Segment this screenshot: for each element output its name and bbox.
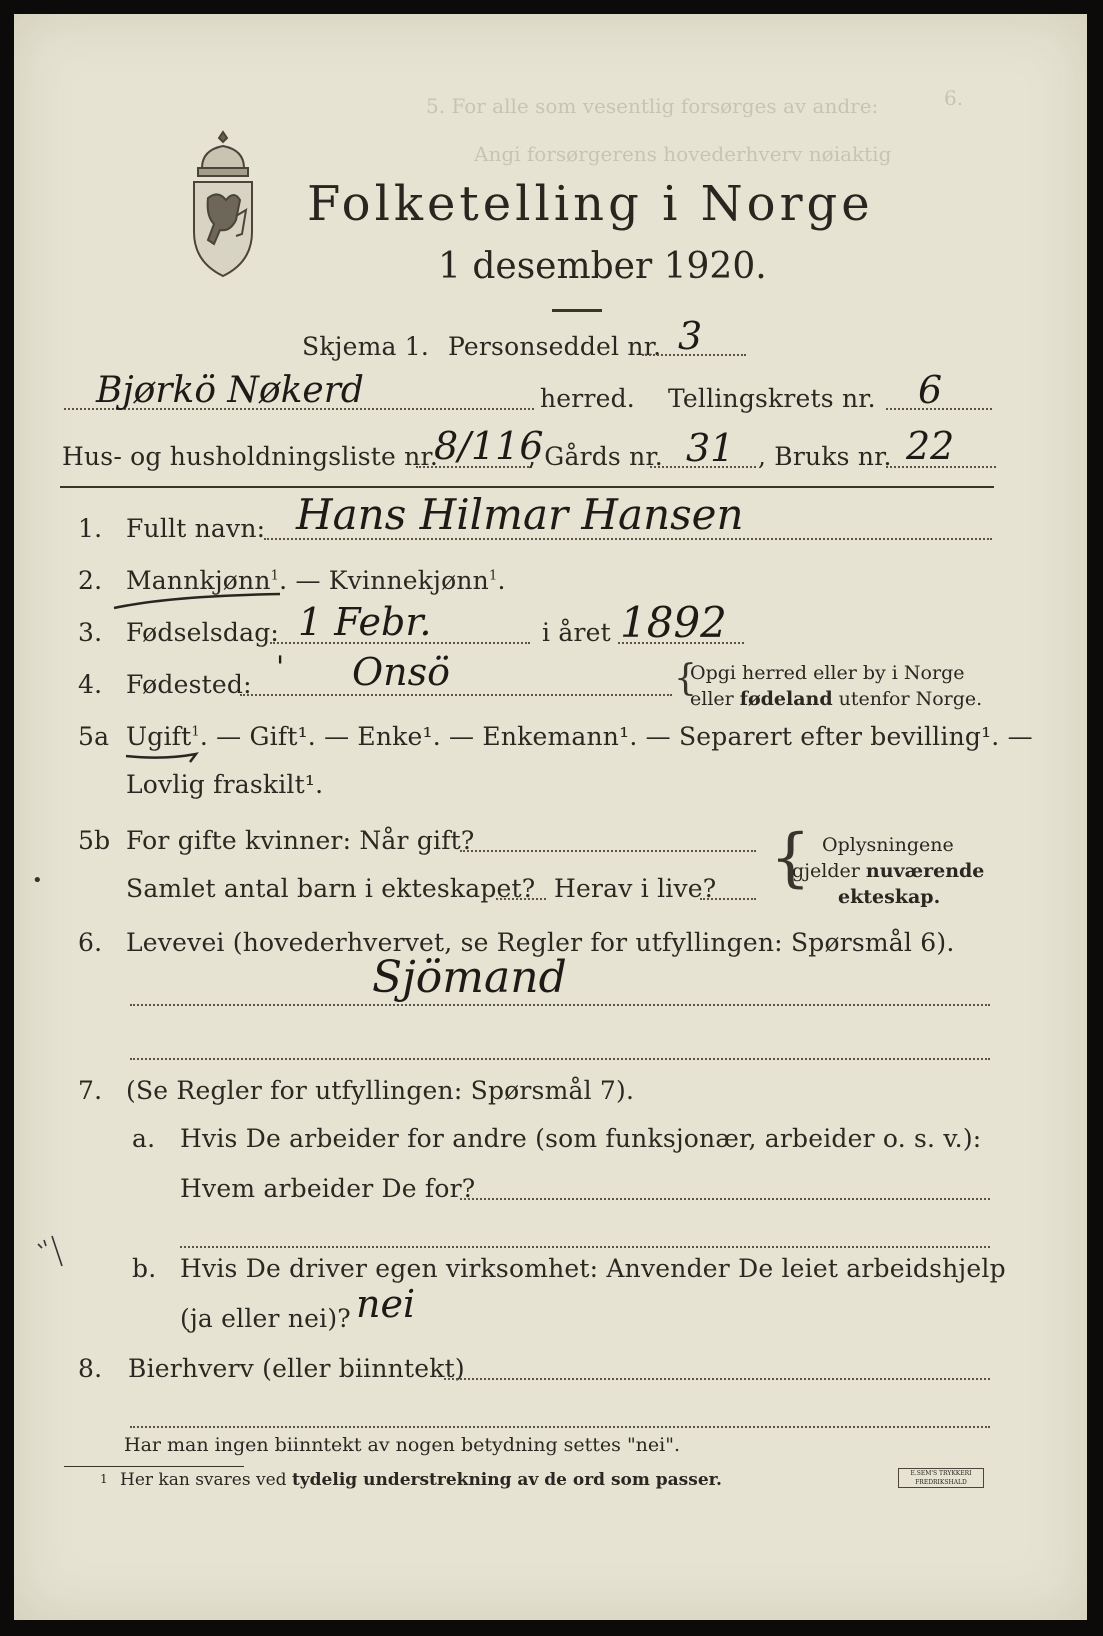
birthplace-label: Fødested:	[126, 670, 252, 699]
bruks-value[interactable]: 22	[906, 424, 955, 468]
birthplace-field-line	[240, 694, 672, 696]
printer-stamp: E.SEM'S TRYKKERI FREDRIKSHALD	[898, 1468, 984, 1488]
ghost-text: 5. For alle som vesentlig forsørges av andre:	[426, 94, 879, 118]
q1-number: 1.	[78, 514, 103, 543]
birthdate-label: Fødselsdag:	[126, 618, 280, 647]
header-divider	[60, 486, 994, 488]
marital-other-options[interactable]: . — Gift¹. — Enke¹. — Enkemann¹. — Separert efter bevilling¹. —	[199, 722, 1033, 751]
birthyear-label: i året	[542, 618, 611, 647]
hired-help-label: (ja eller nei)?	[180, 1304, 351, 1333]
occupation-value[interactable]: Sjömand	[372, 952, 567, 1003]
q6-number: 6.	[78, 928, 103, 957]
q4-number: 4.	[78, 670, 103, 699]
employer-field-line-2	[180, 1246, 990, 1248]
gards-label: , Gårds nr.	[528, 442, 663, 471]
full-name-label: Fullt navn:	[126, 514, 266, 543]
birthplace-prefix: '	[276, 650, 285, 685]
occupation-label: Levevei (hovederhvervet, se Regler for utfyllingen: Spørsmål 6).	[126, 928, 955, 957]
side-income-note: Har man ingen biinntekt av nogen betydning settes "nei".	[124, 1434, 681, 1456]
birthplace-value[interactable]: Onsö	[352, 650, 451, 694]
norwegian-coat-of-arms-icon	[180, 128, 266, 280]
children-count-label: Samlet antal barn i ekteskapet?	[126, 874, 536, 903]
ghost-text: 6.	[944, 86, 964, 110]
marriage-note-1: Oplysningene	[822, 834, 954, 856]
ghost-text: Angi forsørgerens hovederhverv nøiaktig	[474, 142, 892, 166]
herred-value[interactable]: Bjørkö Nøkerd	[96, 370, 364, 411]
children-alive-label: Herav i live?	[554, 874, 717, 903]
birthplace-note-2: eller fødeland utenfor Norge.	[690, 688, 983, 710]
employer-label: Hvem arbeider De for?	[180, 1174, 476, 1203]
q7-label: (Se Regler for utfyllingen: Spørsmål 7).	[126, 1076, 635, 1105]
margin-mark: •	[32, 870, 43, 891]
footnote-marker: 1	[191, 724, 200, 740]
footnote-marker: 1	[270, 568, 280, 584]
q7-number: 7.	[78, 1076, 103, 1105]
note-brace-icon: {	[674, 658, 697, 699]
marital-ugift-option[interactable]: Ugift	[126, 722, 192, 751]
form-title: Folketelling i Norge	[307, 176, 874, 232]
q7b-question: Hvis De driver egen virksomhet: Anvender De leiet arbeidshjelp	[180, 1254, 1006, 1283]
footnote-text: Her kan svares ved tydelig understrekning av de ord som passer.	[120, 1470, 722, 1490]
side-income-field-line	[444, 1378, 990, 1380]
sex-male-option[interactable]: Mannkjønn	[126, 566, 271, 595]
side-income-field-line-2	[130, 1426, 990, 1428]
bruks-label: , Bruks nr.	[758, 442, 892, 471]
herred-label: herred.	[540, 384, 635, 413]
sex-separator: . —	[279, 566, 329, 595]
q3-number: 3.	[78, 618, 103, 647]
marital-option-divorced[interactable]: Lovlig fraskilt¹.	[126, 770, 324, 799]
census-form	[14, 14, 1087, 1620]
form-date: 1 desember 1920.	[438, 246, 767, 287]
occupation-field-line	[130, 1004, 990, 1006]
birthyear-value[interactable]: 1892	[620, 598, 727, 647]
children-count-field-line	[496, 898, 546, 900]
title-divider	[552, 309, 602, 312]
marital-options	[126, 722, 1033, 751]
side-income-label: Bierhverv (eller biinntekt)	[128, 1354, 465, 1383]
q7a-letter: a.	[132, 1124, 156, 1153]
married-when-label: For gifte kvinner: Når gift?	[126, 826, 475, 855]
full-name-value[interactable]: Hans Hilmar Hansen	[296, 490, 744, 539]
tellingskrets-value[interactable]: 6	[918, 368, 943, 412]
birthdate-value[interactable]: 1 Febr.	[298, 600, 432, 644]
skjema-label: Skjema 1.	[302, 332, 430, 361]
marriage-note-3: ekteskap.	[838, 886, 941, 908]
footnote-number: 1	[100, 1472, 108, 1486]
hired-help-value[interactable]: nei	[356, 1282, 416, 1326]
children-alive-field-line	[700, 898, 756, 900]
margin-pen-mark	[34, 1232, 74, 1272]
q7a-question: Hvis De arbeider for andre (som funksjonær, arbeider o. s. v.):	[180, 1124, 982, 1153]
sex-female-option[interactable]: Kvinnekjønn	[328, 566, 489, 595]
husholdningsliste-value[interactable]: 8/116	[434, 424, 544, 468]
ugift-underline-mark	[124, 746, 204, 766]
personseddel-value[interactable]: 3	[678, 314, 703, 358]
sex-end: .	[497, 566, 506, 595]
footnote-marker: 1	[488, 568, 498, 584]
husholdningsliste-label: Hus- og husholdningsliste nr.	[62, 442, 439, 471]
q8-number: 8.	[78, 1354, 103, 1383]
birthplace-note-1: Opgi herred eller by i Norge	[690, 662, 965, 684]
marriage-note-2: gjelder nuværende	[792, 860, 985, 882]
tellingskrets-label: Tellingskrets nr.	[668, 384, 876, 413]
q5b-number: 5b	[78, 826, 111, 855]
employer-field-line	[460, 1198, 990, 1200]
married-when-field-line	[460, 850, 756, 852]
male-underline-mark	[110, 588, 290, 614]
occupation-field-line-2	[130, 1058, 990, 1060]
personseddel-label: Personseddel nr.	[448, 332, 662, 361]
gards-value[interactable]: 31	[686, 426, 735, 470]
note-brace-icon: {	[770, 821, 811, 895]
footnote-divider	[64, 1466, 244, 1467]
q2-number: 2.	[78, 566, 103, 595]
q5a-number: 5a	[78, 722, 110, 751]
q7b-letter: b.	[132, 1254, 157, 1283]
